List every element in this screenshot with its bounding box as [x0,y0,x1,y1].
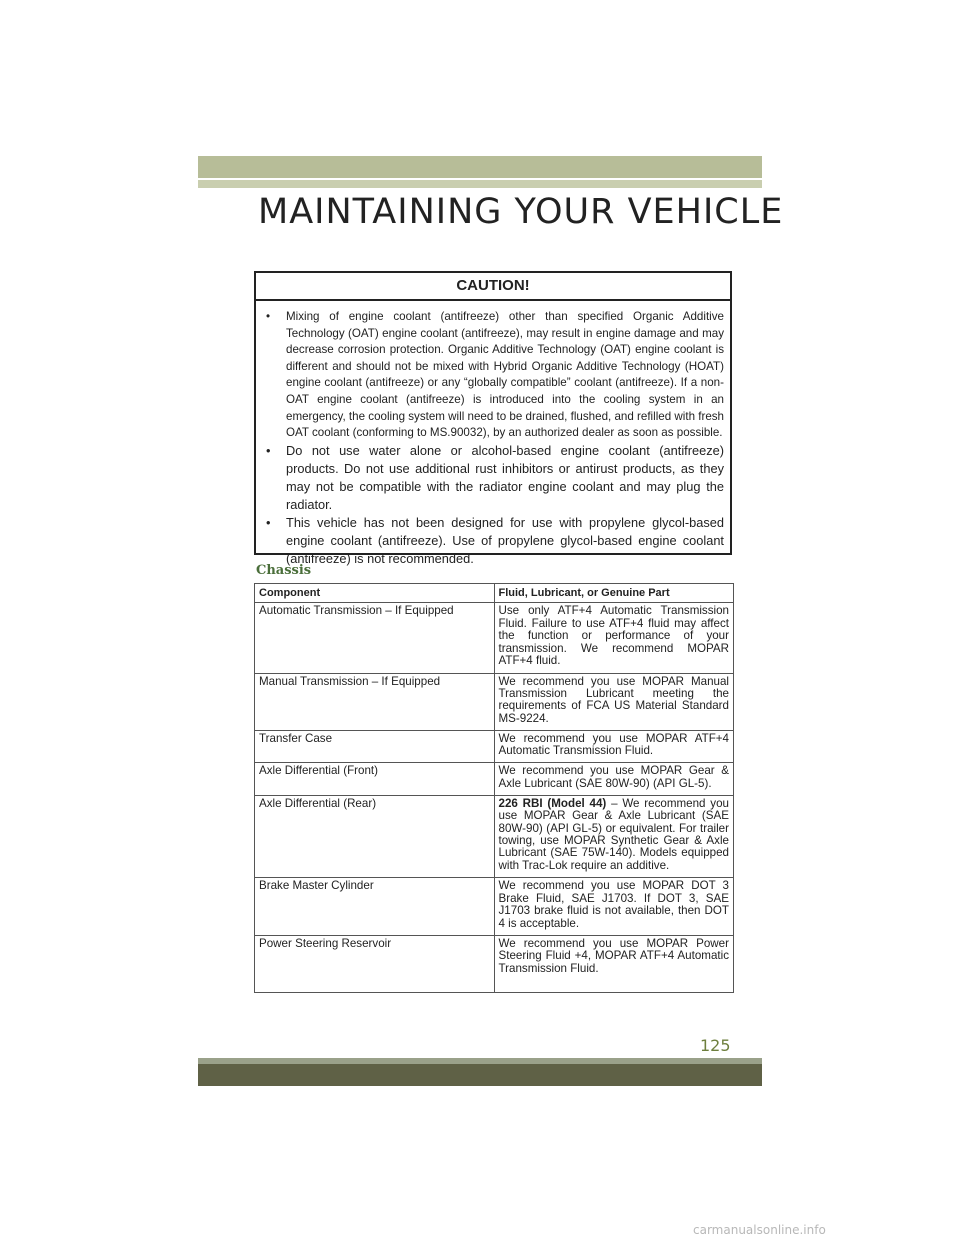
caution-title: CAUTION! [256,273,730,301]
component-cell: Brake Master Cylinder [255,878,495,936]
fluid-cell: Use only ATF+4 Automatic Transmission Fluid. Failure to use ATF+4 fluid may affect the function or performance of your transmission. We recommend MOPAR ATF+4 fluid. [494,603,734,673]
table-row [255,603,734,673]
component-cell: Transfer Case [255,731,495,763]
header-band-accent [198,180,762,188]
table-row [255,763,734,795]
fluid-cell: We recommend you use MOPAR Power Steering Fluid +4, MOPAR ATF+4 Automatic Transmission Fluid. [494,936,734,993]
column-header-fluid: Fluid, Lubricant, or Genuine Part [494,584,734,603]
bullet-icon: • [266,442,271,458]
fluid-cell: We recommend you use MOPAR DOT 3 Brake Fluid, SAE J1703. If DOT 3, SAE J1703 brake fluid is not available, then DOT 4 is acceptable. [494,878,734,936]
caution-item-text: This vehicle has not been designed for use with propylene glycol-based engine coolant (antifreeze). Use of propylene glycol-based engine coolant (antifreeze) is not recommended. [286,514,724,566]
fluid-cell: We recommend you use MOPAR Manual Transmission Lubricant meeting the requirements of FCA US Material Standard MS-9224. [494,673,734,731]
section-title: MAINTAINING YOUR VEHICLE [258,192,784,232]
caution-box [254,271,732,566]
page-number: 125 [700,1036,731,1055]
component-cell: Manual Transmission – If Equipped [255,673,495,731]
caution-item [264,309,724,442]
fluid-cell: We recommend you use MOPAR Gear & Axle Lubricant (SAE 80W-90) (API GL-5). [494,763,734,795]
watermark: carmanualsonline.info [693,1223,826,1237]
column-header-component: Component [255,584,495,603]
caution-item [264,514,724,568]
table-header-row [255,584,734,603]
fluid-cell [494,795,734,878]
component-cell: Axle Differential (Front) [255,763,495,795]
chassis-fluid-table [254,583,734,993]
fluid-text: – We recommend you use MOPAR Gear & Axle Lubricant (SAE 80W-90) (API GL-5) or equivalent. For trailer towing, use MOPAR Synthetic Gear & Axle Lubricant (SAE 75W-140). Models equipped with Trac-Lok require an additive. [498,796,729,872]
caution-item [264,442,724,514]
component-cell: Automatic Transmission – If Equipped [255,603,495,673]
bullet-icon: • [266,514,271,530]
bullet-icon: • [266,310,271,323]
table-row [255,936,734,993]
component-cell: Power Steering Reservoir [255,936,495,993]
fluid-cell: We recommend you use MOPAR ATF+4 Automatic Transmission Fluid. [494,731,734,763]
caution-item-text: Mixing of engine coolant (antifreeze) other than specified Organic Additive Technology (OAT) engine coolant (antifreeze), may result in engine damage and may decrease corrosion protection. Organic Additive Technology (OAT) engine coolant is different and should not be mixed with Hybrid Organic Additive Technology (HOAT) engine coolant (antifreeze) or any “globally compatible” coolant (antifreeze). If a non-OAT engine coolant (antifreeze) is introduced into the cooling system in an emergency, the cooling system will need to be drained, flushed, and refilled with fresh OAT coolant (conforming to MS.90032), by an authorized dealer as soon as possible. [286,310,725,440]
caution-item-text: Do not use water alone or alcohol-based engine coolant (antifreeze) products. Do not use additional rust inhibitors or antirust products, as they may not be compatible with the radiator engine coolant and may plug the radiator. [286,442,724,512]
table-row [255,878,734,936]
footer-band [198,1064,762,1086]
model-prefix: 226 RBI (Model 44) [498,796,607,810]
caution-list [256,301,730,568]
chassis-heading: Chassis [256,563,312,578]
component-cell: Axle Differential (Rear) [255,795,495,878]
table-row [255,795,734,878]
table-row [255,731,734,763]
header-band [198,156,762,178]
table-row [255,673,734,731]
